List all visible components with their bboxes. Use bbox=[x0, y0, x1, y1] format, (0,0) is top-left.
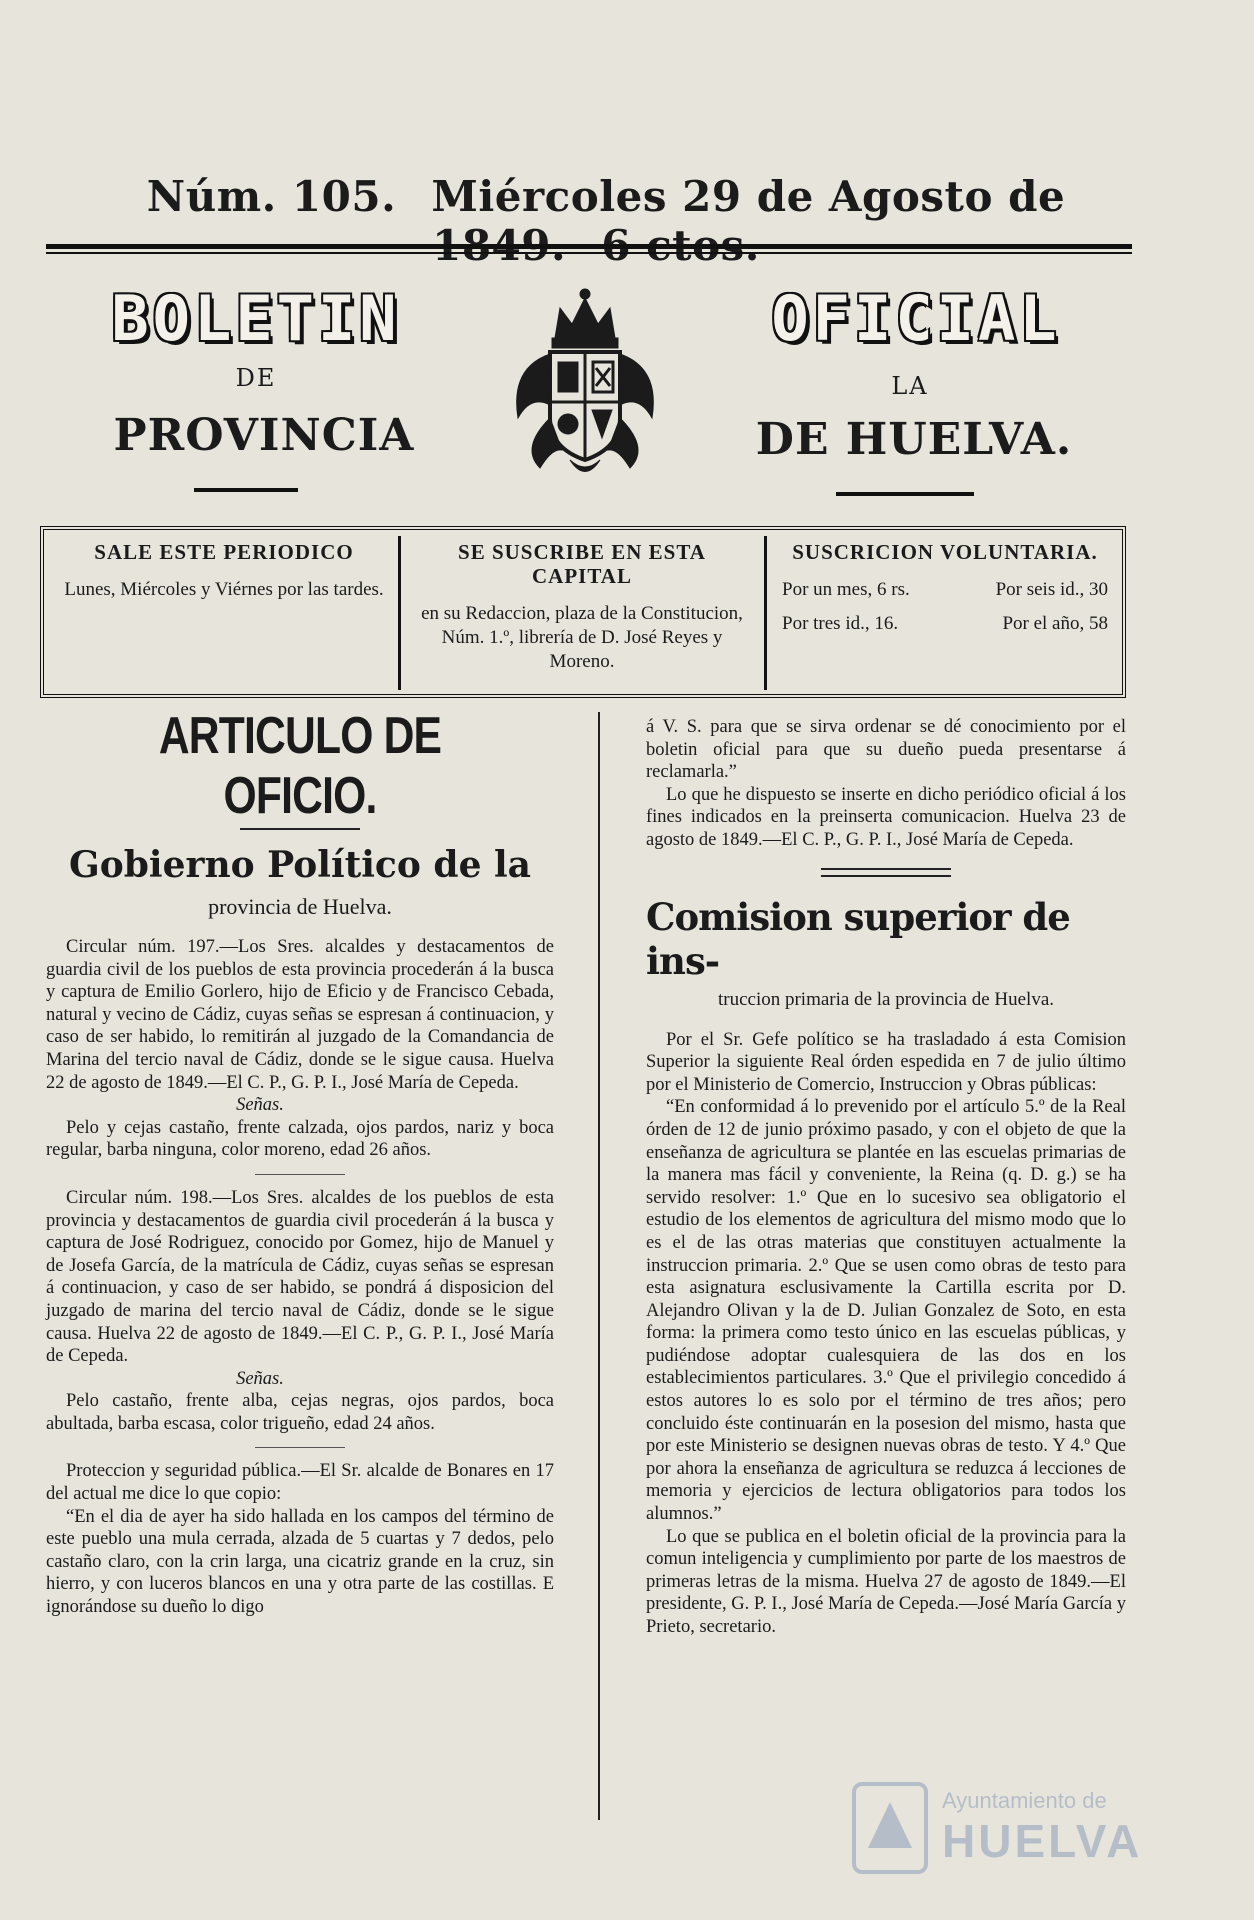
circular-198: Circular núm. 198.—Los Sres. alcaldes de los pueblos de esta provincia y destacamentos de guardia civil procederán á la busca y captura de José Rodriguez, conocido por Gomez, hijo de Manuel y de Josefa García, de la matrícula de Cádiz, cuyas señas se espresan á continuacion, y caso de ser habido, se pondrá á disposicion del juzgado de marina del tercio naval de Cádiz, donde se le sigue causa. Huelva 22 de agosto de 1849.—El C. P., G. P. I., José María de Cepeda. bbox=[46, 1187, 554, 1367]
masthead-big-right: DE HUELVA. bbox=[755, 414, 1073, 465]
senas-label: Señas. bbox=[236, 1095, 284, 1116]
watermark-line2: HUELVA bbox=[942, 1815, 1143, 1867]
masthead-underline-left bbox=[194, 488, 298, 492]
info-box-separator bbox=[764, 536, 767, 690]
section-subheading: provincia de Huelva. bbox=[208, 894, 392, 919]
section-heading: Gobierno Político de la bbox=[68, 844, 532, 886]
right-body-top bbox=[646, 716, 1126, 852]
column-separator bbox=[598, 712, 600, 1820]
info-box-col-subscribe bbox=[406, 536, 758, 688]
price-row-six: Por seis id., 30 bbox=[995, 579, 1108, 600]
header-rule-thin bbox=[46, 252, 1132, 254]
info-box-separator bbox=[398, 536, 401, 690]
masthead-big-left: PROVINCIA bbox=[113, 410, 415, 461]
city-seal-icon bbox=[848, 1778, 932, 1878]
senas-label: Señas. bbox=[236, 1368, 284, 1389]
masthead-word-left: BOLETIN bbox=[111, 282, 401, 355]
royal-order-quote: “En conformidad á lo prevenido por el artículo 5.º de la Real órden de 12 de junio próximo pasado, y con el objeto de que la enseñanza de agricultura se plantée en las escuelas primarias de la manera mas fácil y conveniente, la Reina (q. D. g.) se ha servido resolver: 1.º Que en lo sucesivo sea obligatorio el estudio de los elementos de agricultura del mismo modo que lo es el de las otras materias que constituyen actualmente la instruccion primaria. 2.º Que se usen como obras de testo para esta asignatura esclusivamente la Cartilla escrita por D. Alejandro Olivan y la de D. Julian Gonzalez de Soto, en esta forma: la primera como testo único en las escuelas públicas, y pudiéndose adoptar cualesquiera de las dos en los establecimientos particulares. 3.º Que el privilegio concedido á estos autores lo es solo por el término de tres años; pero concluido éste continuarán en la posesion del mismo, hasta que por este Ministerio se designen nuevas obras de testo. Y 4.º Que por ahora la enseñanza de agricultura se reduzca á lecciones de memoria y ejercicios de lectura obligatorios para todos los alumnos.” bbox=[646, 1097, 1126, 1525]
coat-of-arms-icon bbox=[500, 278, 670, 488]
info-box-title: SE SUSCRIBE EN ESTA CAPITAL bbox=[458, 540, 706, 588]
issue-header bbox=[70, 172, 1132, 270]
commission-subheading: truccion primaria de la provincia de Huelva. bbox=[717, 988, 1055, 1010]
info-box-title: SUSCRICION VOLUNTARIA. bbox=[792, 540, 1098, 564]
right-continuation: á V. S. para que se sirva ordenar se dé conocimiento por el boletin oficial para que su dueño pueda presentarse á reclamarla.” bbox=[646, 717, 1126, 783]
masthead-underline-right bbox=[836, 492, 974, 496]
circular-197: Circular núm. 197.—Los Sres. alcaldes y destacamentos de guardia civil de los pueblos de esta provincia procederán á la busca y captura de Emilio Gorlero, hijo de Eficio y de Francisco Cebada, natural y vecino de Cádiz, cuyas señas se espresan á continuacion, y caso de ser habido, lo remitirán al juzgado de la Comandancia de Marina del tercio naval de Cádiz, donde se le sigue causa. Huelva 22 de agosto de 1849.—El C. P., G. P. I., José María de Cepeda. bbox=[46, 937, 554, 1093]
right-column bbox=[646, 716, 1126, 1639]
commission-heading: Comision superior de ins- bbox=[646, 894, 1070, 983]
section-title: ARTICULO DE OFICIO. bbox=[158, 707, 442, 825]
issue-date: Miércoles 29 de Agosto de bbox=[431, 172, 1066, 221]
commission-intro: Por el Sr. Gefe político se ha trasladado á esta Comision Superior la siguiente Real órden espedida en 7 de julio último por el Ministerio de Comercio, Instruccion y Obras públicas: bbox=[646, 1029, 1126, 1095]
info-box-title: SALE ESTE PERIODICO bbox=[94, 540, 354, 564]
right-paragraph: Lo que he dispuesto se inserte en dicho periódico oficial á los fines indicados en la preinserta comunicacion. Huelva 23 de agosto de 1849.—El C. P., G. P. I., José María de Cepeda. bbox=[646, 784, 1126, 850]
price-row-year: Por el año, 58 bbox=[1002, 613, 1108, 634]
commission-closing: Lo que se publica en el boletin oficial de la provincia para la comun inteligencia y cumplimiento por parte de los maestros de primeras letras de la misma. Huelva 27 de agosto de 1849.—El presidente, G. P. I., José María de Cepeda.—José María García y Prieto, secretario. bbox=[646, 1526, 1126, 1637]
info-box-text: Lunes, Miércoles y Viérnes por las tardes. bbox=[64, 579, 384, 600]
info-box-col-prices bbox=[772, 536, 1118, 688]
left-column bbox=[46, 706, 554, 1619]
masthead-word-right: OFICIAL bbox=[771, 282, 1061, 355]
double-divider bbox=[821, 868, 951, 877]
divider bbox=[255, 1447, 345, 1448]
archive-watermark bbox=[848, 1778, 1178, 1898]
proteccion-paragraph: Proteccion y seguridad pública.—El Sr. alcalde de Bonares en 17 del actual me dice lo que copio: bbox=[46, 1461, 554, 1505]
ornament-divider bbox=[240, 828, 360, 830]
issue-number: Núm. 105. bbox=[146, 172, 397, 221]
senas-197: Pelo y cejas castaño, frente calzada, ojos pardos, nariz y boca regular, barba ninguna, color moreno, edad 26 años. bbox=[46, 1117, 554, 1161]
price-row-three: Por tres id., 16. bbox=[782, 613, 899, 634]
divider bbox=[255, 1174, 345, 1175]
info-box-text: en su Redaccion, plaza de la Constitucion, Núm. 1.º, librería de D. José Reyes y Moreno. bbox=[421, 603, 743, 672]
masthead-small-left: DE bbox=[235, 364, 277, 392]
watermark-line1: Ayuntamiento de bbox=[942, 1788, 1107, 1813]
left-body bbox=[46, 936, 554, 1619]
info-box-col-schedule bbox=[54, 536, 394, 688]
price-row-month: Por un mes, 6 rs. bbox=[782, 579, 910, 600]
senas-198: Pelo castaño, frente alba, cejas negras, ojos pardos, boca abultada, barba escasa, color trigueño, edad 24 años. bbox=[46, 1391, 554, 1434]
header-rule bbox=[46, 244, 1132, 249]
right-body-bottom bbox=[646, 1029, 1126, 1639]
proteccion-quote: “En el dia de ayer ha sido hallada en los campos del término de este pueblo una mula cerrada, alzada de 5 cuartas y 7 dedos, pelo castaño claro, con la crin larga, una cicatriz grande en la cruz, sin hierro, y con luceros blancos en una y otra parte de las costillas. E ignorándose su dueño lo digo bbox=[46, 1506, 554, 1618]
masthead-small-right: LA bbox=[891, 372, 929, 400]
